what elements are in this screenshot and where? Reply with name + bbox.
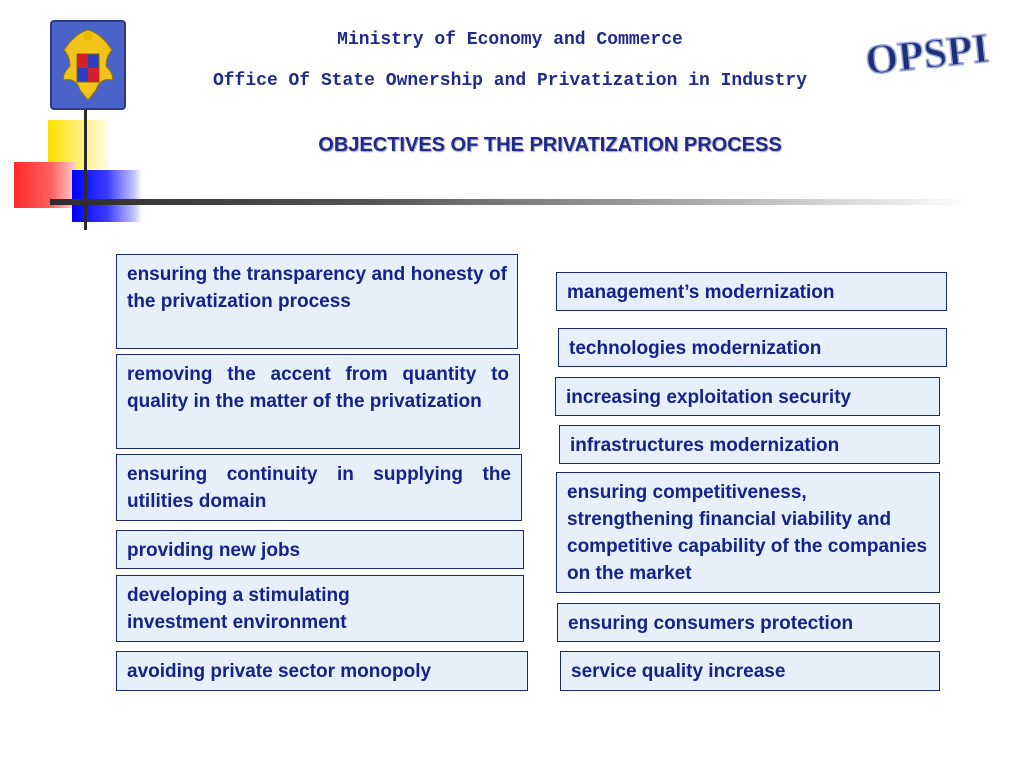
objective-box: avoiding private sector monopoly: [116, 651, 528, 691]
objective-box: developing a stimulating investment environment: [116, 575, 524, 642]
objective-box: ensuring competitiveness, strengthening financial viability and competitive capability of the companies on the market: [556, 472, 940, 593]
opspi-logo: [862, 24, 992, 84]
coat-of-arms-icon: [50, 20, 126, 110]
objective-box: increasing exploitation security: [555, 377, 940, 416]
ministry-name: Ministry of Economy and Commerce: [337, 30, 683, 50]
svg-text:OPSPI: OPSPI: [863, 25, 992, 84]
page-title: OBJECTIVES OF THE PRIVATIZATION PROCESS: [318, 134, 782, 156]
objective-box: service quality increase: [560, 651, 940, 691]
decor-vertical-line: [84, 110, 87, 230]
objective-box: technologies modernization: [558, 328, 947, 367]
header-divider: [50, 199, 970, 205]
objective-box: infrastructures modernization: [559, 425, 940, 464]
objective-box: management’s modernization: [556, 272, 947, 311]
objective-box: ensuring continuity in supplying the utilities domain: [116, 454, 522, 521]
office-name: Office Of State Ownership and Privatization in Industry: [212, 71, 808, 91]
decor-blue-square: [72, 170, 142, 222]
objective-box: providing new jobs: [116, 530, 524, 569]
objective-box: removing the accent from quantity to quality in the matter of the privatization: [116, 354, 520, 449]
objective-box: ensuring the transparency and honesty of the privatization process: [116, 254, 518, 349]
objective-box: ensuring consumers protection: [557, 603, 940, 642]
